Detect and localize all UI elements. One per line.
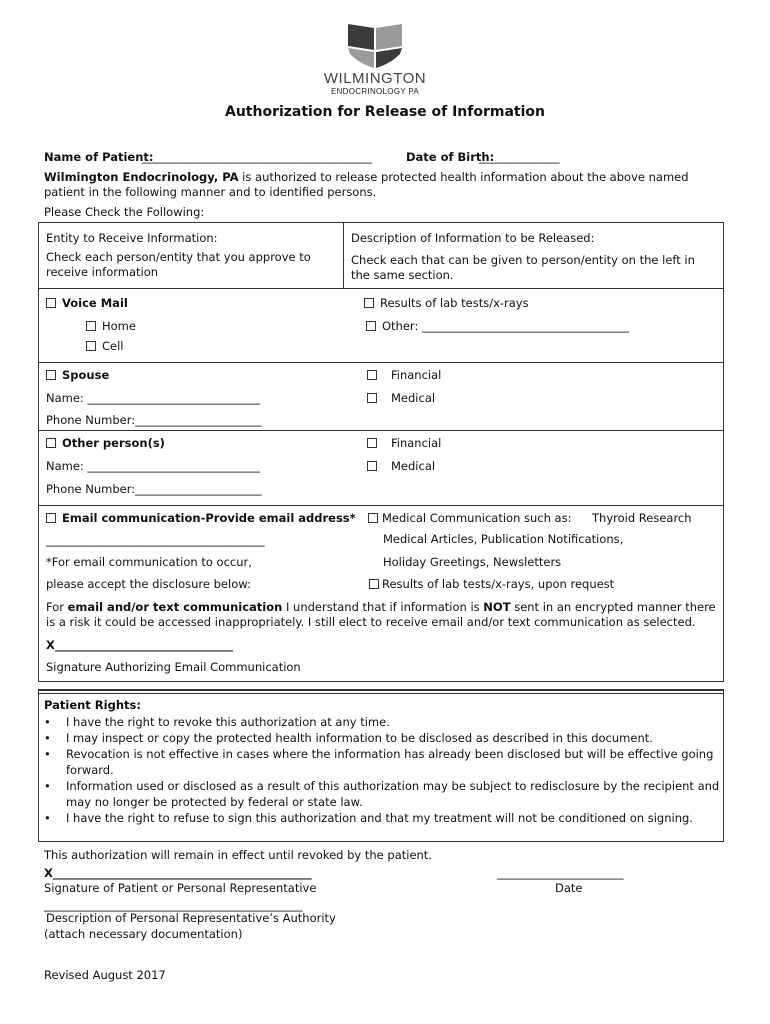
checkbox-icon xyxy=(367,370,377,380)
patient-signature-label: Signature of Patient or Personal Representative xyxy=(44,881,317,895)
check-prompt: Please Check the Following: xyxy=(44,205,205,219)
email-medical-comm-option[interactable]: Medical Communication such as: xyxy=(368,511,571,525)
other-name-field[interactable]: Name: ______________________________ xyxy=(46,459,260,473)
checkbox-icon xyxy=(366,321,376,331)
table-rule xyxy=(38,288,724,289)
checkbox-icon xyxy=(46,298,56,308)
checkbox-icon xyxy=(46,513,56,523)
table-rule xyxy=(38,505,724,506)
other-financial-option[interactable]: Financial xyxy=(367,436,441,450)
patient-name-label: Name of Patient: xyxy=(44,150,154,164)
spouse-financial-option[interactable]: Financial xyxy=(367,368,441,382)
other-persons-option[interactable]: Other person(s) xyxy=(46,436,165,450)
dob-field[interactable]: ______________ xyxy=(479,150,560,164)
representative-label: Description of Personal Representative’s Authority xyxy=(46,911,336,925)
email-note-line1: *For email communication to occur, xyxy=(46,555,252,569)
rights-heading: Patient Rights: xyxy=(44,698,141,712)
email-disclosure: For email and/or text communication I understand that if information is NOT sent in an encrypted manner there is a risk it could be accessed inappropriately. I still elect to receive email and/or text communication as selected. xyxy=(46,600,716,629)
table-rule xyxy=(38,430,724,431)
rights-item: • I may inspect or copy the protected health information to be disclosed as described in this document. xyxy=(66,730,746,746)
rights-list xyxy=(44,714,746,826)
other-phone-field[interactable]: Phone Number:______________________ xyxy=(46,482,262,496)
other-medical-option[interactable]: Medical xyxy=(367,459,435,473)
rights-item: • I have the right to refuse to sign this authorization and that my treatment will not be conditioned on signing. xyxy=(66,810,746,826)
effect-statement: This authorization will remain in effect until revoked by the patient. xyxy=(44,848,432,862)
checkbox-icon xyxy=(46,438,56,448)
rights-item: • Information used or disclosed as a result of this authorization may be subject to redisclosure by the recipient and may no longer be protected by federal or state law. xyxy=(66,778,746,810)
date-label: Date xyxy=(555,881,583,895)
document-title: Authorization for Release of Information xyxy=(224,104,546,120)
left-subheader: Check each person/entity that you approve to receive information xyxy=(46,250,311,279)
representative-line[interactable]: _____________________________________________ xyxy=(44,898,303,912)
logo-name-line1: WILMINGTON xyxy=(323,70,427,87)
logo-name-line2: ENDOCRINOLOGY PA xyxy=(330,87,420,96)
spouse-medical-option[interactable]: Medical xyxy=(367,391,435,405)
rights-item: • Revocation is not effective in cases where the information has already been disclosed but will be effective going forward. xyxy=(66,746,746,778)
email-address-field[interactable]: ______________________________________ xyxy=(46,533,265,547)
email-holiday-text: Holiday Greetings, Newsletters xyxy=(383,555,562,569)
patient-name-field[interactable]: ________________________________________ xyxy=(142,150,372,164)
left-header: Entity to Receive Information: xyxy=(46,231,218,245)
org-name: Wilmington Endocrinology, PA xyxy=(44,170,239,184)
right-header: Description of Information to be Released: xyxy=(351,231,595,245)
checkbox-icon xyxy=(368,513,378,523)
checkbox-icon xyxy=(367,393,377,403)
right-subheader: Check each that can be given to person/entity on the left in the same section. xyxy=(351,253,695,282)
email-note-line2: please accept the disclosure below: xyxy=(46,577,251,591)
email-results-option[interactable]: Results of lab tests/x-rays, upon request xyxy=(369,577,614,591)
intro-text: is authorized to release protected health information about the above named patient in the following manner and to identified persons. xyxy=(44,170,689,199)
checkbox-icon xyxy=(86,321,96,331)
voicemail-results-option[interactable]: Results of lab tests/x-rays xyxy=(364,296,529,310)
checkbox-icon xyxy=(367,461,377,471)
checkbox-icon xyxy=(369,579,379,589)
voicemail-option[interactable]: Voice Mail xyxy=(46,296,128,310)
voicemail-cell-option[interactable]: Cell xyxy=(86,339,124,353)
table-rule xyxy=(38,362,724,363)
checkbox-icon xyxy=(46,370,56,380)
email-signature-line[interactable]: X_______________________________ xyxy=(46,638,234,652)
email-option[interactable]: Email communication-Provide email address* xyxy=(46,511,356,525)
voicemail-home-option[interactable]: Home xyxy=(86,319,136,333)
rights-top-rule xyxy=(38,693,724,694)
rights-item: • I have the right to revoke this authorization at any time. xyxy=(66,714,746,730)
date-line[interactable]: ______________________ xyxy=(497,866,624,880)
table-divider xyxy=(343,222,344,288)
logo xyxy=(320,22,430,100)
intro-paragraph xyxy=(44,170,724,200)
spouse-option[interactable]: Spouse xyxy=(46,368,109,382)
checkbox-icon xyxy=(364,298,374,308)
checkbox-icon xyxy=(367,438,377,448)
checkbox-icon xyxy=(86,341,96,351)
revised-date: Revised August 2017 xyxy=(44,968,166,982)
patient-signature-line[interactable]: X_____________________________________________ xyxy=(44,866,312,880)
representative-note: (attach necessary documentation) xyxy=(44,927,243,941)
email-articles-text: Medical Articles, Publication Notifications, xyxy=(383,532,624,546)
email-thyroid-text: Thyroid Research xyxy=(592,511,692,525)
voicemail-other-option[interactable]: Other: ____________________________________ xyxy=(366,319,629,333)
dob-label: Date of Birth: xyxy=(406,150,495,164)
spouse-phone-field[interactable]: Phone Number:______________________ xyxy=(46,413,262,427)
spouse-name-field[interactable]: Name: ______________________________ xyxy=(46,391,260,405)
email-signature-label: Signature Authorizing Email Communication xyxy=(46,660,301,674)
shield-logo-icon xyxy=(320,22,430,70)
